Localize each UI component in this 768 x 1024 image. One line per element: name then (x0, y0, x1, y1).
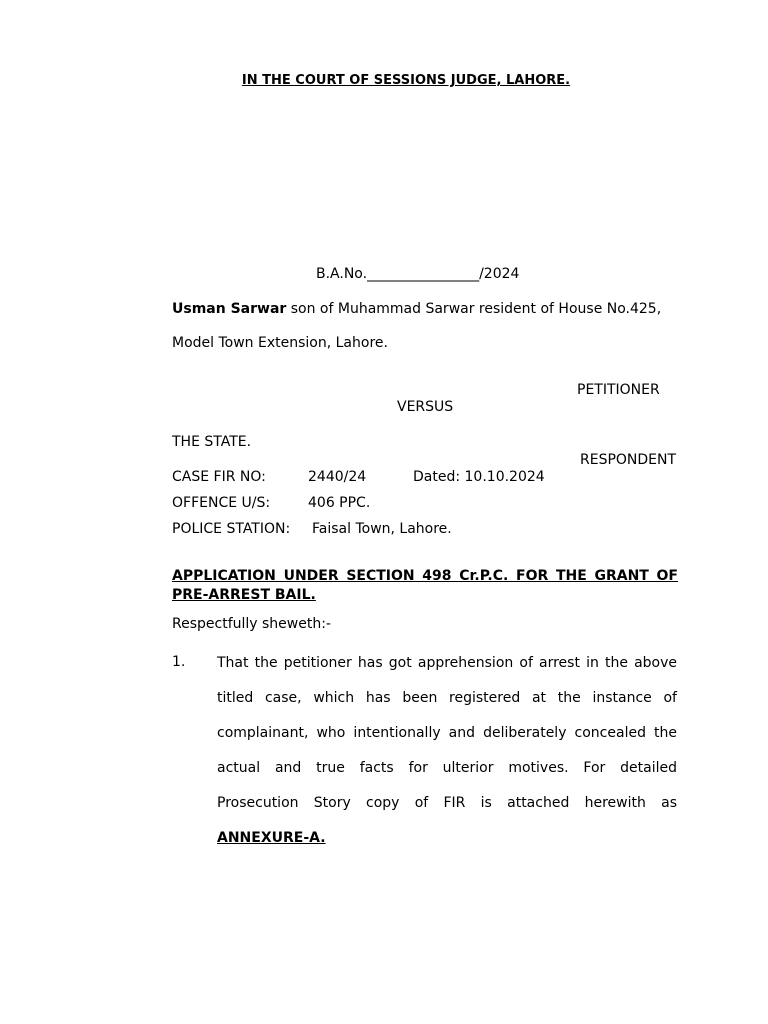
salutation: Respectfully sheweth:- (172, 616, 331, 632)
offence-value: 406 PPC. (308, 495, 371, 511)
annexure-reference: ANNEXURE-A. (217, 830, 326, 846)
case-fir-row (172, 469, 545, 485)
police-station-row (172, 521, 452, 537)
police-station-value: Faisal Town, Lahore. (312, 521, 452, 537)
offence-row (172, 495, 370, 511)
bail-application-number: B.A.No.________________/2024 (316, 266, 520, 282)
application-heading-line-2: PRE-ARREST BAIL. (172, 587, 316, 603)
paragraph-line: titled case, which has been registered at the instance of (217, 690, 677, 706)
case-fir-label: CASE FIR NO: (172, 469, 266, 485)
paragraph-line: actual and true facts for ulterior motives. For detailed (217, 760, 677, 776)
paragraph-number: 1. (172, 654, 186, 670)
application-heading-line-1: APPLICATION UNDER SECTION 498 Cr.P.C. FOR THE GRANT OF (172, 568, 678, 584)
paragraph-line: That the petitioner has got apprehension of arrest in the above (217, 655, 677, 671)
versus-label: VERSUS (397, 399, 454, 415)
respondent-name: THE STATE. (172, 434, 252, 450)
case-fir-value: 2440/24 (308, 469, 367, 485)
police-station-label: POLICE STATION: (172, 521, 291, 537)
application-heading (172, 567, 678, 605)
paragraph-1 (217, 654, 677, 864)
paragraph-line: Prosecution Story copy of FIR is attached herewith as (217, 795, 677, 811)
respondent-role: RESPONDENT (580, 452, 677, 468)
petitioner-name: Usman Sarwar (172, 301, 287, 317)
paragraph-line: complainant, who intentionally and deliberately concealed the (217, 725, 677, 741)
court-title: IN THE COURT OF SESSIONS JUDGE, LAHORE. (241, 73, 571, 88)
petitioner-details: son of Muhammad Sarwar resident of House No.425, (286, 301, 662, 317)
petitioner-address: Model Town Extension, Lahore. (172, 335, 388, 351)
offence-label: OFFENCE U/S: (172, 495, 271, 511)
petitioner-line (172, 301, 661, 317)
petitioner-role: PETITIONER (577, 382, 660, 398)
case-dated: Dated: 10.10.2024 (413, 469, 545, 485)
